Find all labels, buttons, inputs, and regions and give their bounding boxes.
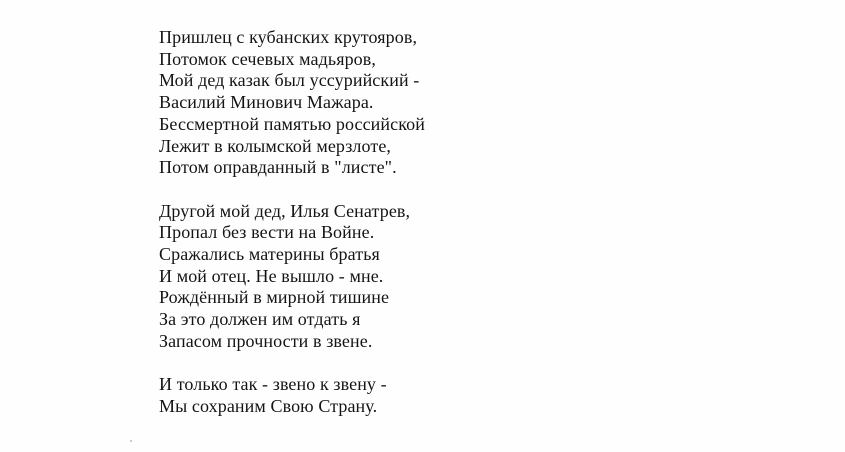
poem-line: Сражались материны братья	[159, 244, 380, 265]
stanza-1	[159, 27, 425, 179]
poem-line: Василий Минович Мажара.	[159, 92, 374, 113]
poem-line: И мой отец. Не вышло - мне.	[159, 265, 384, 286]
scan-speck	[130, 440, 132, 442]
poem-line: Мы сохраним Свою Страну.	[159, 395, 378, 416]
poem-line: Пропал без вести на Войне.	[159, 222, 375, 243]
poem-line: Другой мой дед, Илья Сенатрев,	[159, 200, 411, 221]
poem-line: За это должен им отдать я	[159, 309, 361, 330]
poem-line: Потомок сечевых мадьяров,	[159, 48, 376, 69]
poem-line: Бессмертной памятью российской	[159, 113, 425, 134]
poem	[159, 27, 425, 418]
poem-line: Лежит в колымской мерзлоте,	[159, 135, 392, 156]
stanza-3	[159, 374, 425, 417]
poem-line: Рождённый в мирной тишине	[159, 287, 390, 308]
poem-line: Запасом прочности в звене.	[159, 330, 373, 351]
poem-line: И только так - звено к звену -	[159, 374, 387, 395]
poem-line: Пришлец с кубанских крутояров,	[159, 27, 418, 47]
poem-line: Мой дед казак был уссурийский -	[159, 70, 420, 91]
poem-line: Потом оправданный в "листе".	[159, 157, 397, 178]
stanza-2	[159, 201, 425, 353]
